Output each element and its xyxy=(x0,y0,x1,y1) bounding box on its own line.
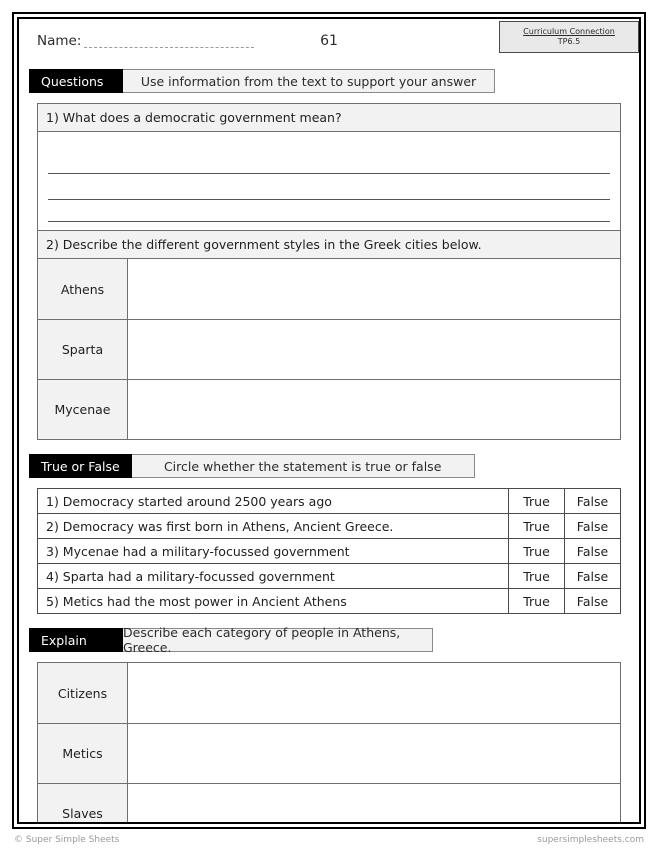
table-row xyxy=(38,783,620,824)
city-answer-athens[interactable] xyxy=(128,259,620,319)
tf-false-option-3[interactable]: False xyxy=(565,539,621,564)
people-answer-metics[interactable] xyxy=(128,724,620,783)
name-label: Name: xyxy=(37,33,82,49)
table-row xyxy=(38,319,620,379)
page-footer xyxy=(14,831,644,849)
people-answer-slaves[interactable] xyxy=(128,784,620,824)
write-line[interactable] xyxy=(48,174,610,200)
write-line[interactable] xyxy=(48,148,610,174)
section-subtitle-questions: Use information from the text to support your answer xyxy=(123,69,495,93)
tf-true-option-5[interactable]: True xyxy=(509,589,565,614)
people-label-slaves: Slaves xyxy=(38,784,128,824)
tf-true-option-1[interactable]: True xyxy=(509,489,565,514)
table-row xyxy=(38,589,621,614)
curriculum-connection-code: TP6.5 xyxy=(557,37,581,46)
tf-statement-4: 4) Sparta had a military-focussed government xyxy=(38,564,509,589)
city-label-athens: Athens xyxy=(38,259,128,319)
footer-website[interactable]: supersimplesheets.com xyxy=(537,835,644,845)
table-row xyxy=(38,663,620,723)
name-input-blank[interactable] xyxy=(84,35,254,48)
table-row xyxy=(38,539,621,564)
section-tag-explain: Explain xyxy=(29,628,123,652)
section-header-explain xyxy=(29,625,629,655)
city-answer-mycenae[interactable] xyxy=(128,380,620,439)
people-answer-citizens[interactable] xyxy=(128,663,620,723)
tf-false-option-5[interactable]: False xyxy=(565,589,621,614)
table-row xyxy=(38,723,620,783)
section-tag-questions: Questions xyxy=(29,69,123,93)
section-subtitle-explain: Describe each category of people in Athens, Greece. xyxy=(123,628,433,652)
tf-false-option-2[interactable]: False xyxy=(565,514,621,539)
people-label-citizens: Citizens xyxy=(38,663,128,723)
tf-statement-1: 1) Democracy started around 2500 years ago xyxy=(38,489,509,514)
question-2-prompt: 2) Describe the different government styles in the Greek cities below. xyxy=(38,230,620,259)
tf-true-option-4[interactable]: True xyxy=(509,564,565,589)
tf-statement-2: 2) Democracy was first born in Athens, Ancient Greece. xyxy=(38,514,509,539)
tf-statement-5: 5) Metics had the most power in Ancient Athens xyxy=(38,589,509,614)
question-1-answer-area[interactable] xyxy=(38,132,620,230)
section-header-true-or-false xyxy=(29,454,629,478)
page-number: 61 xyxy=(320,33,338,49)
table-row xyxy=(38,514,621,539)
question-1-prompt: 1) What does a democratic government mean? xyxy=(38,104,620,132)
city-label-mycenae: Mycenae xyxy=(38,380,128,439)
tf-false-option-1[interactable]: False xyxy=(565,489,621,514)
header-row xyxy=(29,19,629,63)
table-row xyxy=(38,489,621,514)
worksheet-body xyxy=(19,19,639,822)
table-row xyxy=(38,259,620,319)
curriculum-connection-box xyxy=(499,21,639,53)
write-line[interactable] xyxy=(48,200,610,222)
curriculum-connection-title: Curriculum Connection xyxy=(523,27,615,36)
table-row xyxy=(38,379,620,439)
table-row xyxy=(38,564,621,589)
question-2-table xyxy=(38,259,620,439)
footer-copyright: © Super Simple Sheets xyxy=(14,835,120,845)
city-label-sparta: Sparta xyxy=(38,320,128,379)
questions-block xyxy=(37,103,621,440)
section-header-questions xyxy=(29,69,629,93)
section-tag-true-or-false: True or False xyxy=(29,454,132,478)
tf-true-option-3[interactable]: True xyxy=(509,539,565,564)
tf-true-option-2[interactable]: True xyxy=(509,514,565,539)
tf-false-option-4[interactable]: False xyxy=(565,564,621,589)
explain-table xyxy=(37,662,621,824)
city-answer-sparta[interactable] xyxy=(128,320,620,379)
tf-statement-3: 3) Mycenae had a military-focussed government xyxy=(38,539,509,564)
page-frame-inner xyxy=(17,17,641,824)
people-label-metics: Metics xyxy=(38,724,128,783)
true-false-table xyxy=(37,488,621,614)
section-subtitle-true-or-false: Circle whether the statement is true or false xyxy=(132,454,475,478)
